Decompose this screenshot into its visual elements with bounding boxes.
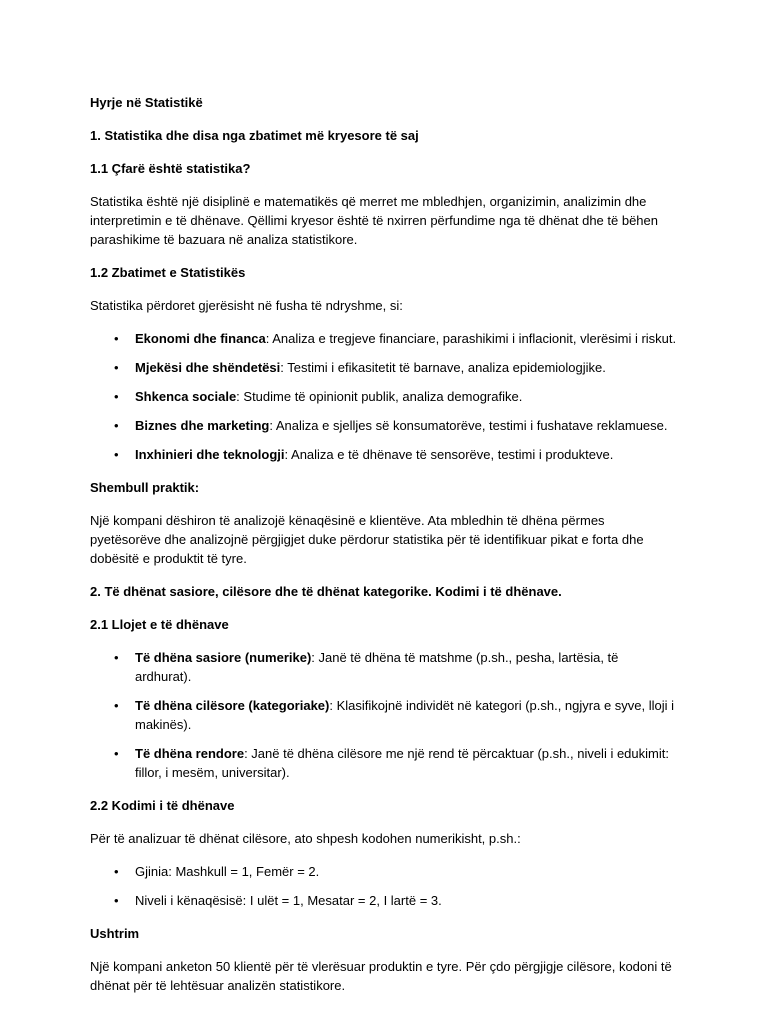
list-item-desc: : Studime të opinionit publik, analiza demografike. <box>236 389 523 404</box>
bullet-icon: • <box>114 893 119 908</box>
section-2-heading: 2. Të dhënat sasiore, cilësore dhe të dhënat kategorike. Kodimi i të dhënave. <box>90 584 562 599</box>
coding-examples-list <box>90 862 678 910</box>
bullet-icon: • <box>114 389 119 404</box>
bullet-icon: • <box>114 864 119 879</box>
list-item <box>90 387 678 406</box>
subsection-2-1-heading: 2.1 Llojet e të dhënave <box>90 617 229 632</box>
bullet-icon: • <box>114 331 119 346</box>
bullet-icon: • <box>114 698 119 713</box>
subsection-1-1-heading: 1.1 Çfarë është statistika? <box>90 161 251 176</box>
list-item-term: Mjekësi dhe shëndetësi <box>135 360 281 375</box>
applications-list <box>90 329 678 464</box>
bullet-icon: • <box>114 360 119 375</box>
list-item-desc: : Janë të dhëna cilësore me një rend të përcaktuar (p.sh., niveli i edukimit: fillor, i mesëm, universitar). <box>135 746 669 780</box>
bullet-icon: • <box>114 650 119 665</box>
section-1-heading: 1. Statistika dhe disa nga zbatimet më kryesore të saj <box>90 128 419 143</box>
list-item <box>90 329 678 348</box>
list-item <box>90 648 678 686</box>
subsection-2-2-intro: Për të analizuar të dhënat cilësore, ato shpesh kodohen numerikisht, p.sh.: <box>90 831 521 846</box>
list-item <box>90 862 678 881</box>
list-item-text: Niveli i kënaqësisë: I ulët = 1, Mesatar = 2, I lartë = 3. <box>135 893 442 908</box>
list-item <box>90 744 678 782</box>
example-heading: Shembull praktik: <box>90 480 200 495</box>
list-item-desc: : Janë të dhëna të matshme (p.sh., pesha, lartësia, të ardhurat). <box>135 650 619 684</box>
bullet-icon: • <box>114 447 119 462</box>
list-item <box>90 416 678 435</box>
list-item <box>90 445 678 464</box>
exercise-text: Një kompani anketon 50 klientë për të vlerësuar produktin e tyre. Për çdo përgjigje cilësore, kodoni të dhënat për të lehtësuar analizën statistikore. <box>90 959 672 993</box>
list-item <box>90 891 678 910</box>
exercise-heading: Ushtrim <box>90 926 140 941</box>
list-item-desc: : Klasifikojnë individët në kategori (p.sh., ngjyra e syve, lloji i makinës). <box>135 698 675 732</box>
list-item-term: Shkenca sociale <box>135 389 237 404</box>
list-item-desc: : Analiza e sjelljes së konsumatorëve, testimi i fushatave reklamuese. <box>269 418 668 433</box>
list-item-term: Biznes dhe marketing <box>135 418 270 433</box>
list-item-desc: : Testimi i efikasitetit të barnave, analiza epidemiologjike. <box>280 360 606 375</box>
subsection-1-2-heading: 1.2 Zbatimet e Statistikës <box>90 265 246 280</box>
list-item-desc: : Analiza e tregjeve financiare, parashikimi i inflacionit, vlerësimi i riskut. <box>265 331 677 346</box>
list-item-term: Ekonomi dhe financa <box>135 331 266 346</box>
list-item-term: Të dhëna cilësore (kategoriake) <box>135 698 330 713</box>
bullet-icon: • <box>114 746 119 761</box>
list-item-term: Të dhëna rendore <box>135 746 245 761</box>
document-page <box>90 93 678 1009</box>
subsection-1-2-intro: Statistika përdoret gjerësisht në fusha të ndryshme, si: <box>90 298 403 313</box>
list-item <box>90 696 678 734</box>
subsection-1-1-text: Statistika është një disiplinë e matematikës që merret me mbledhjen, organizimin, analizimin dhe interpretimin e të dhënave. Qëllimi kryesor është të nxirren përfundime nga të dhënat dhe të bëhen parashikime të bazuara në analiza statistikore. <box>90 194 659 247</box>
bullet-icon: • <box>114 418 119 433</box>
example-text: Një kompani dëshiron të analizojë kënaqësinë e klientëve. Ata mbledhin të dhëna përmes pyetësorëve dhe analizojnë përgjigjet duke përdorur statistika për të identifikuar pikat e forta dhe dobësitë e produktit të tyre. <box>90 513 644 566</box>
document-title: Hyrje në Statistikë <box>90 95 203 110</box>
list-item-term: Të dhëna sasiore (numerike) <box>135 650 312 665</box>
list-item-term: Inxhinieri dhe teknologji <box>135 447 285 462</box>
subsection-2-2-heading: 2.2 Kodimi i të dhënave <box>90 798 235 813</box>
data-types-list <box>90 648 678 782</box>
list-item-text: Gjinia: Mashkull = 1, Femër = 2. <box>135 864 320 879</box>
list-item-desc: : Analiza e të dhënave të sensorëve, testimi i produkteve. <box>284 447 614 462</box>
list-item <box>90 358 678 377</box>
